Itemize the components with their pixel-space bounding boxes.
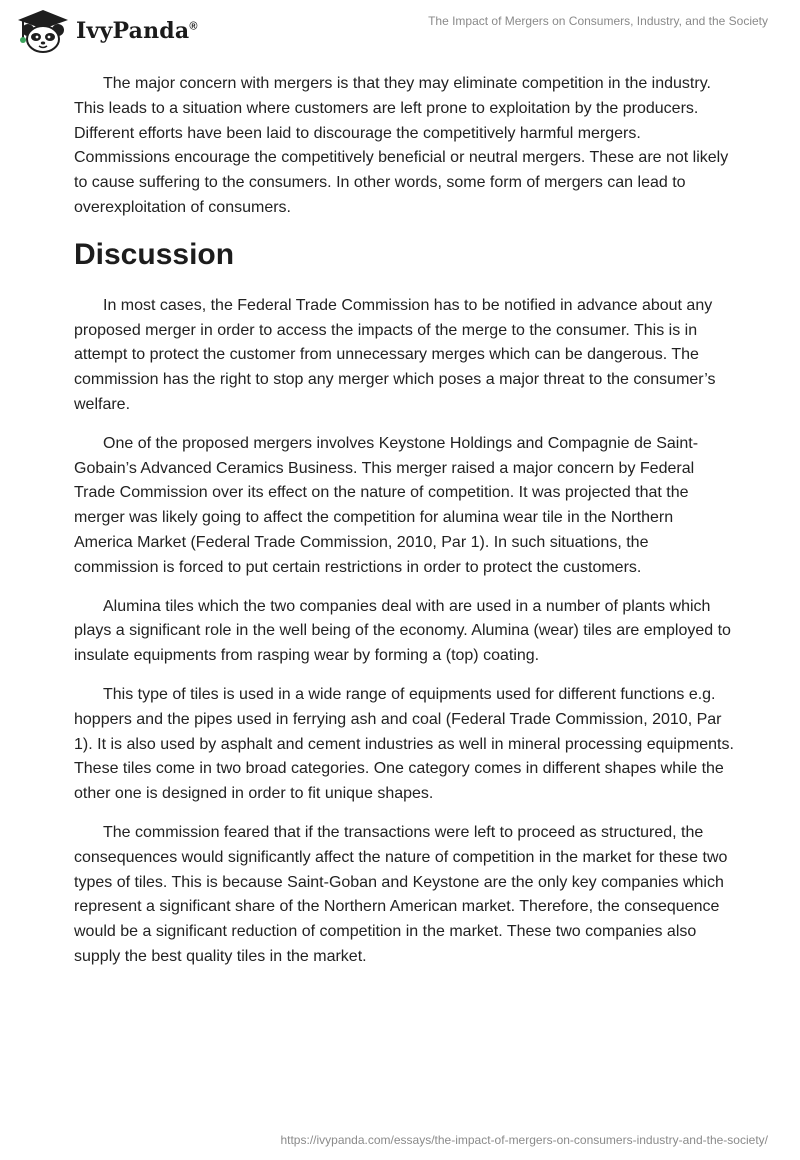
source-url: https://ivypanda.com/essays/the-impact-of-mergers-on-consumers-industry-and-the-society/ — [280, 1133, 768, 1147]
paragraph: The major concern with mergers is that they may eliminate competition in the industry. This leads to a situation where customers are left prone to exploitation by the producers. Different efforts have been laid to discourage the competitively harmful mergers. Commissions encourage the competitively beneficial or neutral mergers. These are not likely to cause suffering to the consumers. In other words, some form of mergers can lead to overexploitation of consumers. — [74, 75, 729, 216]
panda-graduate-icon — [14, 8, 72, 54]
paragraph: This type of tiles is used in a wide range of equipments used for different functions e.g. hoppers and the pipes used in ferrying ash and coal (Federal Trade Commission, 2010, Par 1). It is also used by asphalt and cement industries as well in mineral processing equipments. These tiles come in two broad categories. One category comes in different shapes while the other one is designed in order to fit unique shapes. — [74, 685, 734, 803]
page-header — [0, 0, 800, 70]
document-title: The Impact of Mergers on Consumers, Industry, and the Society — [428, 14, 768, 28]
article-body — [74, 72, 734, 984]
paragraph: One of the proposed mergers involves Keystone Holdings and Compagnie de Saint-Gobain’s Advanced Ceramics Business. This merger raised a major concern by Federal Trade Commission over its effect on the nature of competition. It was projected that the merger was likely going to affect the competition for alumina wear tile in the Northern America Market (Federal Trade Commission, 2010, Par 1). In such situations, the commission is forced to put certain restrictions in order to protect the customers. — [74, 434, 699, 576]
logo[interactable] — [14, 8, 198, 54]
brand-name: IvyPanda® — [76, 18, 198, 44]
paragraph: The commission feared that if the transactions were left to proceed as structured, the consequences would significantly affect the nature of competition in the market for these two types of tiles. This is because Saint-Goban and Keystone are the only key companies which represent a significant share of the Northern American market. Therefore, the consequence would be a significant reduction of competition in the market. These two companies also supply the best quality tiles in the market. — [74, 823, 728, 965]
paragraph: Alumina tiles which the two companies deal with are used in a number of plants which plays a significant role in the well being of the economy. Alumina (wear) tiles are employed to insulate equipments from rasping wear by forming a (top) coating. — [74, 597, 731, 665]
registered-mark: ® — [189, 20, 198, 33]
paragraph: In most cases, the Federal Trade Commission has to be notified in advance about any proposed merger in order to access the impacts of the merge to the consumer. This is in attempt to protect the customer from unnecessary merges which can be dangerous. The commission has the right to stop any merger which poses a major threat to the consumer’s welfare. — [74, 296, 716, 413]
section-heading: Discussion — [74, 237, 235, 271]
